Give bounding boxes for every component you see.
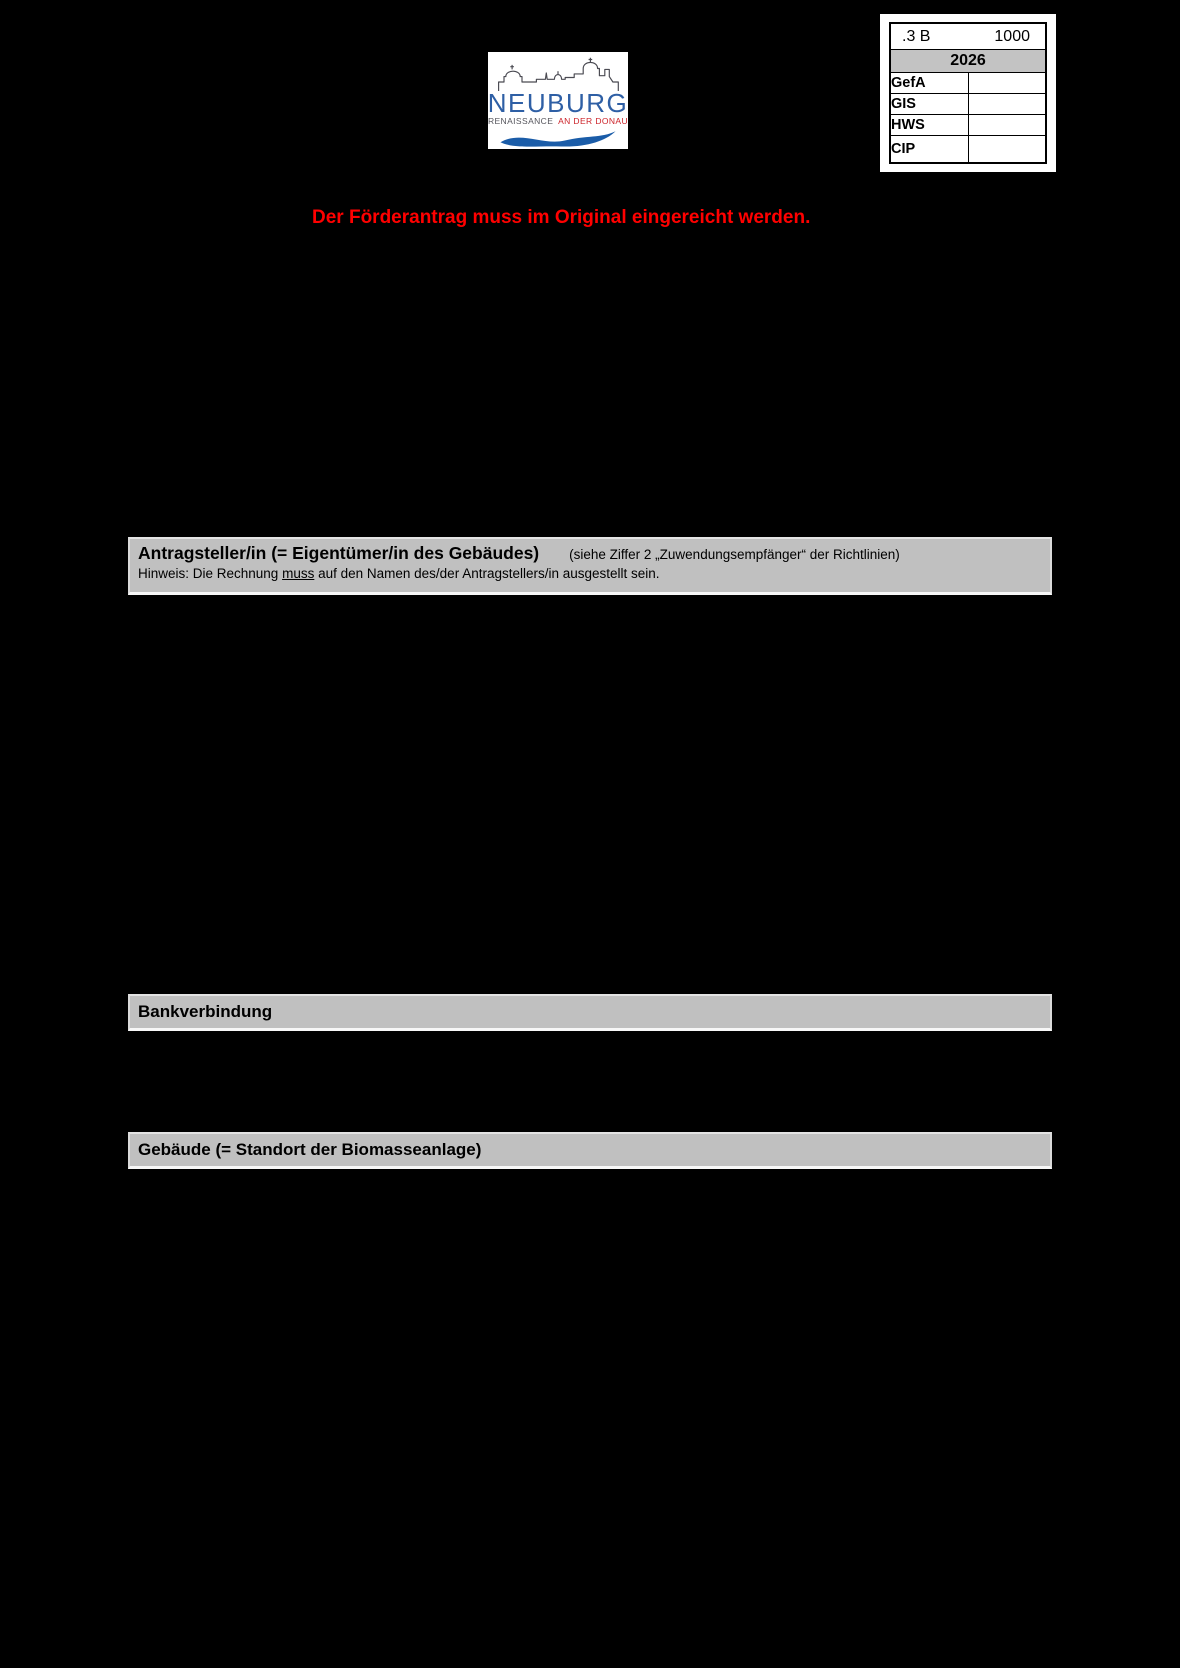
- file-code: .3 B: [902, 27, 931, 45]
- gebaeude-title: Gebäude (= Standort der Biomasseanlage): [138, 1140, 482, 1159]
- stamp-row-gefa: [890, 73, 1046, 94]
- stamp-row-hws: [890, 115, 1046, 136]
- cip-label: CIP: [890, 136, 968, 164]
- original-required-notice: Der Förderantrag muss im Original eingereicht werden.: [312, 207, 811, 228]
- stamp-table: [889, 22, 1047, 164]
- bankverbindung-title: Bankverbindung: [138, 1002, 273, 1021]
- stamp-row-gis: [890, 94, 1046, 115]
- stamp-row-year: [890, 50, 1046, 73]
- section-header-antragsteller: [128, 537, 1052, 595]
- section-header-bankverbindung: [128, 994, 1052, 1031]
- antragsteller-title-line: [138, 543, 1042, 564]
- antragsteller-hint: [138, 566, 1042, 581]
- gefa-value: [968, 73, 1046, 94]
- danube-wave-icon: [492, 127, 624, 149]
- neuburg-logo: [488, 52, 628, 149]
- hint-prefix: Hinweis: Die Rechnung: [138, 566, 283, 581]
- logo-subtitle-renaissance: RENAISSANCE: [487, 116, 554, 126]
- gis-label: GIS: [890, 94, 968, 115]
- logo-subtitle-an-der-donau: AN DER DONAU: [558, 116, 629, 126]
- stamp-row-file-number: [890, 23, 1046, 50]
- stamp-row-cip: [890, 136, 1046, 164]
- year-value: 2026: [890, 50, 1046, 73]
- city-skyline-icon: [494, 55, 622, 91]
- file-number: 1000: [994, 27, 1030, 45]
- antragsteller-title-suffix: (siehe Ziffer 2 „Zuwendungsempfänger“ der Richtlinien): [569, 547, 900, 562]
- gis-value: [968, 94, 1046, 115]
- section-header-gebaeude: [128, 1132, 1052, 1169]
- logo-wordmark: NEUBURG: [487, 88, 629, 118]
- gefa-label: GefA: [890, 73, 968, 94]
- cip-value: [968, 136, 1046, 164]
- hws-value: [968, 115, 1046, 136]
- antragsteller-title: Antragsteller/in (= Eigentümer/in des Gebäudes): [138, 543, 540, 563]
- hws-label: HWS: [890, 115, 968, 136]
- logo-subtitle: [488, 116, 628, 126]
- hint-underlined-word: muss: [282, 566, 315, 581]
- hint-suffix: auf den Namen des/der Antragstellers/in ausgestellt sein.: [314, 566, 660, 581]
- stamp-panel: [880, 14, 1056, 172]
